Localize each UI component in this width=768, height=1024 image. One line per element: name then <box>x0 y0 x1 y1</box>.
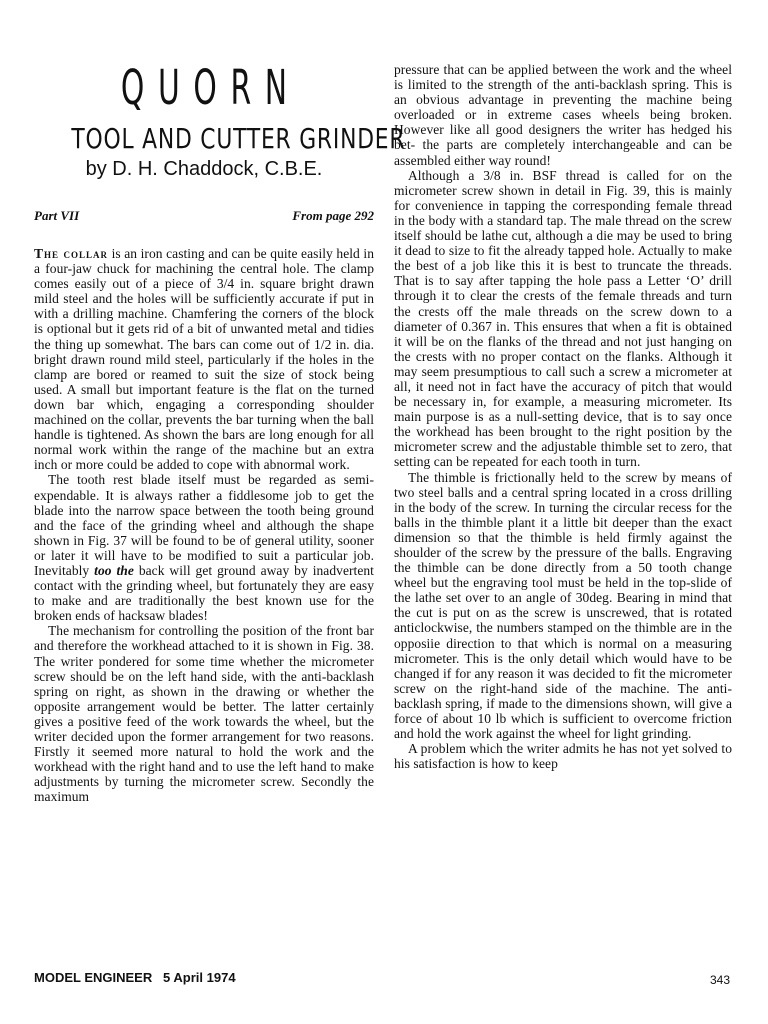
paragraph <box>34 472 374 623</box>
paragraph-text: back will get ground away by inadvertent contact with the grinding wheel, but fortunately they are easy to make and are traditionally the best known use for the broken ends of hacksaw blades! <box>34 562 374 624</box>
article-subtitle: TOOL AND CUTTER GRINDER <box>71 122 406 155</box>
paragraph: Although a 3/8 in. BSF thread is called for on the micrometer screw shown in detail in Fig. 39, this is mainly for convenience in tapping the corresponding female thread in the body with a standard tap. The male thread on the screw itself should be lathe cut, although a die may be used to bring it dead to size to fit the already tapped hole. Actually to make the best of a job like this it is best to truncate the threads. That is to say after tapping the hole pass a Letter ‘O’ drill through it to clear the crests of the female threads and turn the crests off the male threads on the screw down to a diameter of 0.367 in. This ensures that when a fit is obtained it will be on the flanks of the thread and not just hanging on the crests with no proper contact on the flanks. Although it may seem presumptious to call such a screw a micrometer at all, it need not in fact have the accuracy of pitch that would be necessary in, for example, a measuring micrometer. Its main purpose is as a null-setting device, that is to say once the workhead has been brought to the right position by the micrometer screw and the adjustable thimble set to zero, that setting can be repeated for each tooth in turn. <box>394 167 732 470</box>
title-block <box>34 58 406 182</box>
paragraph: The thimble is frictionally held to the screw by means of two steel balls and a central spring located in a cross drilling in the body of the screw. In turning the circular recess for the balls in the thimble plant it a little bit deeper than the exact dimension so that the thimble is held firmly against the shoulder of the screw by the pressure of the balls. Engraving the thimble can be done directly from a 50 tooth change wheel but the engraving tool must be held in the top-slide of the lathe set over to an angle of 30deg. Bearing in mind that the cut is put on as the screw is unscrewed, that is rotated anticlockwise, the numbers stamped on the thimble are in the opposiie direction to that which is normal on a measuring micrometer. This is the only detail which would have to be changed if for any reason it was decided to fit the micrometer screw on the right-hand side of the machine. The anti-backlash spring, if made to the dimensions shown, will give a force of about 10 lb which is sufficient to overcome friction and hold the work against the wheel for light grinding. <box>394 469 732 742</box>
part-label: Part VII <box>34 208 80 223</box>
right-column <box>394 62 732 771</box>
paragraph-text: is an iron casting and can be quite easily held in a four-jaw chuck for machining the central hole. The clamp comes easily out of a piece of 3/4 in. square bright drawn mild steel and the holes will be sufficiently accurate if put in with a drilling machine. Chamfering the corners of the block is optional but it gets rid of a bit of unwanted metal and tidies the thing up somewhat. The bars can come out of 1/2 in. dia. bright drawn round mild steel, particularly if the holes in the clamp are bored or reamed to suit the size of stock being used. A small but important feature is the flat on the turned down bar which, engaging a corresponding shoulder machined on the collar, prevents the bar turning when the ball handle is tightened. As shown the bars are long enough for all normal work within the range of the machine but an extra inch or more could be added to cope with abnormal work. <box>34 246 374 473</box>
article-title: QUORN <box>120 60 301 116</box>
emphasis-text: too the <box>94 562 134 578</box>
paragraph <box>34 246 374 472</box>
publication-footer: MODEL ENGINEER 5 April 1974 <box>34 970 236 985</box>
part-row <box>34 208 374 224</box>
drop-cap-lead: The collar <box>34 246 109 261</box>
paragraph: A problem which the writer admits he has not yet solved to his satisfaction is how to keep <box>394 741 732 772</box>
paragraph-text: The tooth rest blade itself must be regarded as semi-expendable. It is always rather a fiddlesome job to get the blade into the narrow space between the tooth being ground and the face of the grinding wheel and although the shape shown in Fig. 37 will be found to be of general utility, sooner or later it will have to be modified to suit a particular job. Inevitably <box>34 472 374 578</box>
from-page-label: From page 292 <box>292 208 374 223</box>
paragraph: pressure that can be applied between the work and the wheel is limited to the strength of the anti-backlash spring. This is an obvious advantage in preventing the machine being overloaded or in extreme cases wheels being broken. However like all good designers the writer has hedged his bet- the parts are completely interchangeable and can be assembled either way round! <box>394 62 732 168</box>
paragraph: The mechanism for controlling the position of the front bar and therefore the workhead attached to it is shown in Fig. 38. The writer pondered for some time whether the micrometer screw should be on the left hand side, with the anti-backlash spring on right, as shown in the drawing or whether the opposite arrangement would be better. The latter certainly gives a positive feed of the work towards the wheel, but the writer decided upon the former arrangement for two reasons. Firstly it seemed more natural to hold the work and the workhead with the right hand and to use the left hand to make adjustments by turning the micrometer screw. Secondly the maximum <box>34 623 374 805</box>
left-column <box>34 246 374 804</box>
article-author: by D. H. Chaddock, C.B.E. <box>85 158 323 180</box>
page-number: 343 <box>709 973 730 987</box>
